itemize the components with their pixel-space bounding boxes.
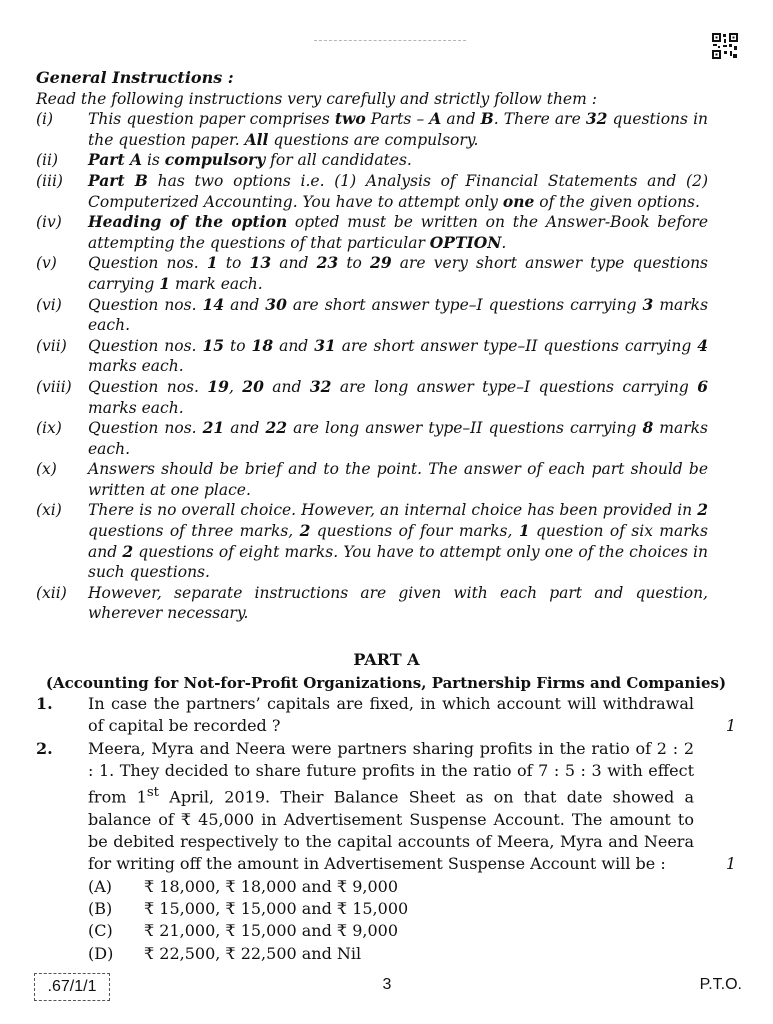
- question-text-part: Meera, Myra and Neera were partners sharing profits in the ratio of 2 : 2 : 1. They decided to share future profits in the ratio of 7 : 5 : 3 with effect from 1: [88, 738, 694, 807]
- instruction-text-run: questions of four marks,: [310, 522, 519, 541]
- instruction-text-run: marks each.: [88, 398, 184, 417]
- question-2-options: [36, 876, 736, 965]
- instruction-number: (ii): [36, 151, 59, 170]
- option-a: [88, 876, 736, 898]
- option-label: (B): [88, 899, 113, 918]
- option-c: [88, 920, 736, 942]
- emphasized-text: 21: [202, 418, 225, 438]
- instruction-text-run: .: [501, 233, 507, 252]
- question-number: 2.: [36, 738, 53, 758]
- instruction-text-run: ,: [228, 377, 243, 396]
- emphasized-text: Part A: [88, 150, 143, 170]
- instruction-text-run: Question nos.: [88, 419, 203, 438]
- instruction-text-run: questions are compulsory.: [268, 130, 479, 149]
- emphasized-text: 18: [251, 335, 274, 355]
- instruction-text-run: of the given options.: [534, 192, 700, 211]
- emphasized-text: compulsory: [164, 150, 266, 170]
- instruction-text-run: marks each.: [88, 357, 184, 376]
- instruction-text: [88, 212, 708, 253]
- part-a-title: PART A: [353, 650, 420, 669]
- emphasized-text: 32: [585, 109, 608, 129]
- instruction-text-run: and: [271, 254, 317, 273]
- emphasized-text: 2: [122, 541, 134, 561]
- instruction-text-run: to: [338, 254, 371, 273]
- instruction-number: (iii): [36, 171, 63, 190]
- emphasized-text: 4: [697, 335, 709, 355]
- emphasized-text: B: [480, 109, 494, 129]
- instruction-item: [36, 583, 708, 624]
- question-text: In case the partners’ capitals are fixed, in which account will withdrawal of capital be recorded ?: [88, 694, 694, 736]
- emphasized-text: 15: [202, 335, 225, 355]
- emphasized-text: All: [244, 129, 269, 149]
- qr-code-icon: [711, 32, 739, 60]
- instruction-text-run: opted must be written on the Answer-Book before attempting the questions of that particular: [88, 213, 708, 252]
- question-text-part: April, 2019. Their Balance Sheet as on that date showed a balance of ₹ 45,000 in Advertisement Suspense Account. The amount to be debited respectively to the capital accounts of Meera, Myra and Neera for writing off the amount in Advertisement Suspense Account will be :: [88, 787, 695, 874]
- instruction-text: [88, 418, 708, 459]
- instruction-text-run: and: [263, 377, 310, 396]
- instruction-number: (i): [36, 110, 54, 129]
- instruction-item: [36, 109, 708, 150]
- question-marks: 1: [725, 716, 736, 736]
- instruction-text-run: is: [142, 151, 165, 170]
- option-text: ₹ 15,000, ₹ 15,000 and ₹ 15,000: [144, 899, 409, 918]
- instruction-number: (xi): [36, 501, 62, 520]
- instruction-text-run: to: [217, 254, 250, 273]
- emphasized-text: Heading of the option: [88, 212, 288, 232]
- instruction-text-run: question of six marks and: [88, 522, 708, 561]
- instruction-text-run: marks each.: [88, 295, 709, 335]
- instruction-text: [88, 109, 708, 150]
- instruction-text-run: and: [224, 295, 266, 314]
- instruction-item: [36, 212, 708, 253]
- instruction-text-run: questions in the question paper.: [88, 110, 709, 149]
- instructions-intro: Read the following instructions very carefully and strictly follow them :: [36, 89, 597, 108]
- instruction-text-run: are short answer type–II questions carrying: [335, 336, 698, 355]
- emphasized-text: 20: [242, 376, 264, 396]
- option-label: (D): [88, 943, 114, 963]
- emphasized-text: 6: [697, 376, 709, 396]
- instruction-text-run: However, separate instructions are given with each part and question, wherever necessary.: [88, 583, 708, 623]
- emphasized-text: OPTION: [429, 232, 502, 252]
- option-d: [88, 943, 736, 965]
- emphasized-text: one: [502, 191, 535, 211]
- option-text: ₹ 22,500, ₹ 22,500 and Nil: [144, 943, 362, 963]
- emphasized-text: A: [429, 109, 442, 129]
- instruction-text-run: . There are: [493, 110, 586, 129]
- emphasized-text: 30: [265, 294, 287, 314]
- instruction-text-run: and: [224, 419, 266, 438]
- instruction-text-run: marks each.: [88, 419, 709, 458]
- question-number: 1.: [36, 694, 53, 713]
- instruction-text-run: to: [224, 336, 252, 355]
- instruction-text: [88, 336, 708, 377]
- emphasized-text: Part B: [88, 170, 148, 190]
- instruction-item: [36, 253, 708, 294]
- instructions-list: [36, 109, 708, 624]
- instruction-text-run: There is no overall choice. However, an internal choice has been provided in: [88, 501, 698, 520]
- instruction-number: (vi): [36, 295, 62, 314]
- instruction-item: [36, 459, 708, 500]
- instruction-text-run: Question nos.: [88, 336, 203, 355]
- please-turn-over: P.T.O.: [699, 976, 742, 993]
- instruction-text: [88, 583, 708, 624]
- question-marks: 1: [725, 854, 736, 874]
- emphasized-text: 1: [518, 521, 530, 541]
- part-a-subtitle: (Accounting for Not-for-Profit Organizations, Partnership Firms and Companies): [45, 674, 727, 692]
- emphasized-text: 31: [314, 335, 336, 355]
- instruction-text-run: Question nos.: [88, 295, 203, 314]
- instruction-text-run: and: [441, 110, 481, 129]
- instruction-text-run: are short answer type–I questions carrying: [286, 295, 643, 314]
- instruction-text: [88, 253, 708, 294]
- instruction-item: [36, 500, 708, 582]
- emphasized-text: 2: [299, 521, 311, 541]
- instruction-text-run: are very short answer type questions carrying: [88, 254, 709, 293]
- emphasized-text: 8: [642, 418, 654, 438]
- emphasized-text: 32: [309, 376, 332, 396]
- emphasized-text: 13: [249, 253, 272, 273]
- questions-section: [36, 693, 736, 965]
- instruction-number: (iv): [36, 213, 62, 232]
- instruction-item: [36, 336, 708, 377]
- instruction-item: [36, 377, 708, 418]
- instruction-text-run: questions of eight marks. You have to attempt only one of the choices in such questions.: [88, 542, 708, 582]
- emphasized-text: 2: [697, 500, 708, 520]
- paper-code: .67/1/1: [34, 973, 110, 1001]
- emphasized-text: 14: [202, 294, 225, 314]
- emphasized-text: 1: [206, 253, 218, 273]
- option-label: (C): [88, 921, 113, 941]
- question-text: [88, 738, 694, 876]
- instruction-text-run: are long answer type–I questions carrying: [331, 377, 698, 396]
- instruction-number: (v): [36, 254, 57, 273]
- instruction-text-run: Question nos.: [88, 377, 208, 396]
- instruction-text: [88, 171, 708, 212]
- instruction-number: (vii): [36, 336, 67, 355]
- instruction-text-run: for all candidates.: [265, 151, 412, 170]
- instruction-number: (viii): [36, 377, 72, 396]
- option-label: (A): [88, 876, 113, 896]
- instruction-number: (ix): [36, 419, 62, 438]
- emphasized-text: 1: [159, 273, 171, 293]
- instruction-text: [88, 500, 708, 582]
- option-text: ₹ 21,000, ₹ 15,000 and ₹ 9,000: [144, 921, 398, 941]
- emphasized-text: 3: [642, 294, 654, 314]
- instruction-text-run: and: [273, 336, 315, 355]
- header-rule: [314, 40, 466, 41]
- instruction-text-run: has two options i.e. (1) Analysis of Financial Statements and (2) Computerized Accounting. You have to attempt only: [88, 171, 708, 211]
- instruction-text-run: Parts –: [365, 110, 430, 129]
- emphasized-text: 22: [265, 418, 288, 438]
- instruction-text-run: Answers should be brief and to the point. The answer of each part should be written at one place.: [88, 460, 708, 499]
- instruction-text-run: This question paper comprises: [88, 110, 335, 129]
- instruction-item: [36, 171, 708, 212]
- question-1: [36, 693, 736, 738]
- general-instructions: [36, 68, 708, 624]
- instruction-text: [88, 377, 708, 418]
- instruction-item: [36, 150, 708, 171]
- instruction-number: (xii): [36, 583, 67, 602]
- instructions-heading: General Instructions :: [36, 68, 234, 87]
- instruction-text-run: mark each.: [170, 274, 263, 293]
- ordinal-superscript: st: [146, 785, 160, 801]
- instruction-item: [36, 418, 708, 459]
- instruction-text-run: are long answer type–II questions carrying: [287, 419, 643, 438]
- instruction-text-run: Question nos.: [88, 254, 207, 273]
- instruction-text: [88, 459, 708, 500]
- instruction-number: (x): [36, 460, 57, 479]
- instruction-text: [88, 150, 708, 171]
- emphasized-text: 23: [316, 253, 339, 273]
- instruction-text-run: questions of three marks,: [88, 522, 300, 541]
- emphasized-text: 29: [370, 253, 392, 273]
- instruction-text: [88, 295, 708, 336]
- instruction-item: [36, 295, 708, 336]
- question-2: [36, 738, 736, 876]
- emphasized-text: two: [334, 109, 366, 129]
- emphasized-text: 19: [207, 376, 229, 396]
- option-text: ₹ 18,000, ₹ 18,000 and ₹ 9,000: [144, 876, 398, 896]
- page-number: 3: [382, 976, 392, 993]
- option-b: [88, 898, 736, 920]
